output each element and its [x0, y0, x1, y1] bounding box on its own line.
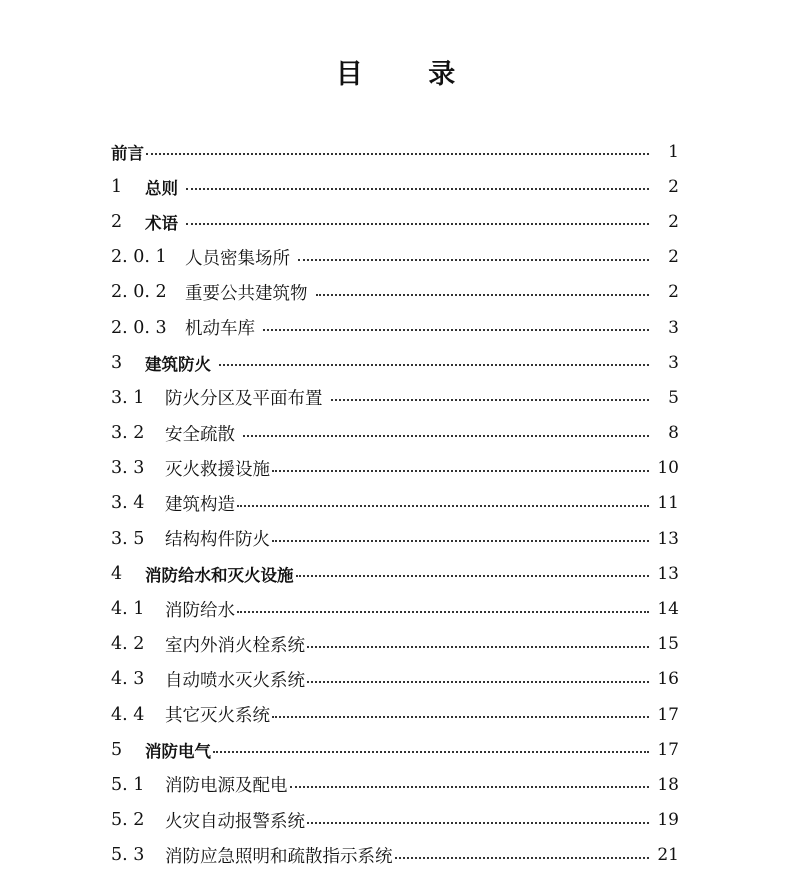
dot-leader — [237, 504, 649, 507]
toc-entry-title: 重要公共建筑物 — [185, 283, 308, 304]
toc-entry-title: 建筑构造 — [165, 494, 235, 515]
toc-entry-page: 13 — [657, 528, 679, 549]
toc-entry-title: 室内外消火栓系统 — [165, 635, 305, 656]
dot-leader — [219, 363, 649, 366]
toc-entry-section-4-2[interactable] — [111, 627, 679, 662]
toc-entry-title: 安全疏散 — [165, 424, 235, 445]
toc-entry-page: 15 — [657, 634, 679, 655]
dot-leader — [395, 856, 650, 859]
toc-entry-page: 16 — [657, 669, 679, 690]
toc-entry-number: 4 — [111, 563, 123, 584]
toc-entry-chapter-5[interactable] — [111, 732, 679, 767]
toc-entry-number: 3. 4 — [111, 493, 145, 514]
toc-entry-section-5-3[interactable] — [111, 838, 679, 873]
toc-entry-chapter-3[interactable] — [111, 345, 679, 380]
toc-entry-title: 灭火救援设施 — [165, 459, 270, 480]
page-title: 目 录 — [335, 59, 484, 90]
toc-entry-title: 术语 — [145, 213, 178, 233]
table-of-contents — [111, 134, 679, 873]
dot-leader — [237, 610, 649, 613]
toc-entry-number: 4. 4 — [111, 704, 145, 725]
toc-entry-number: 3. 1 — [111, 387, 145, 408]
dot-leader — [307, 821, 649, 824]
toc-entry-page: 18 — [657, 774, 679, 795]
toc-entry-title: 机动车库 — [185, 319, 255, 340]
toc-entry-title: 消防给水 — [165, 600, 235, 621]
toc-entry-number: 2. 0. 3 — [111, 317, 167, 338]
toc-entry-number: 2. 0. 1 — [111, 247, 167, 268]
toc-entry-page: 17 — [657, 739, 679, 760]
dot-leader — [186, 222, 649, 225]
dot-leader — [316, 293, 650, 296]
toc-entry-section-4-3[interactable] — [111, 662, 679, 697]
toc-entry-number: 5. 2 — [111, 810, 145, 831]
toc-entry-page: 8 — [668, 423, 679, 444]
toc-entry-page: 21 — [657, 845, 679, 866]
dot-leader — [298, 258, 649, 261]
dot-leader — [296, 574, 650, 577]
toc-entry-page: 10 — [657, 458, 679, 479]
toc-entry-page: 2 — [668, 247, 679, 268]
toc-entry-title: 消防应急照明和疏散指示系统 — [165, 846, 393, 867]
toc-entry-page: 11 — [657, 493, 679, 514]
toc-entry-page: 2 — [668, 176, 679, 197]
toc-entry-title: 自动喷水灭火系统 — [165, 670, 305, 691]
dot-leader — [272, 539, 649, 542]
toc-entry-title: 结构构件防火 — [165, 530, 270, 551]
toc-entry-number: 4. 1 — [111, 599, 145, 620]
dot-leader — [272, 469, 649, 472]
toc-entry-page: 13 — [657, 563, 679, 584]
toc-entry-page: 17 — [657, 704, 679, 725]
toc-entry-number: 2. 0. 2 — [111, 282, 167, 303]
toc-entry-title: 消防电源及配电 — [165, 776, 288, 797]
toc-entry-title: 其它灭火系统 — [165, 706, 270, 727]
dot-leader — [243, 434, 649, 437]
toc-entry-page: 1 — [668, 141, 679, 162]
toc-entry-chapter-2[interactable] — [111, 204, 679, 239]
toc-entry-number: 5 — [111, 739, 123, 760]
toc-entry-number: 3. 2 — [111, 423, 145, 444]
toc-entry-page: 2 — [668, 282, 679, 303]
dot-leader — [186, 187, 649, 190]
toc-entry-section-4-4[interactable] — [111, 697, 679, 732]
toc-entry-page: 14 — [657, 599, 679, 620]
toc-entry-page: 3 — [668, 352, 679, 373]
dot-leader — [272, 715, 649, 718]
toc-entry-chapter-4[interactable] — [111, 556, 679, 591]
toc-entry-title: 总则 — [145, 178, 178, 198]
toc-entry-title: 火灾自动报警系统 — [165, 811, 305, 832]
toc-entry-number: 3. 5 — [111, 528, 145, 549]
toc-entry-section-3-2[interactable] — [111, 416, 679, 451]
toc-entry-section-5-2[interactable] — [111, 803, 679, 838]
dot-leader — [290, 785, 650, 788]
toc-entry-number: 5. 3 — [111, 845, 145, 866]
toc-entry-section-3-5[interactable] — [111, 521, 679, 556]
toc-entry-page: 2 — [668, 211, 679, 232]
dot-leader — [263, 328, 649, 331]
toc-entry-preface[interactable] — [111, 134, 679, 169]
toc-entry-section-3-4[interactable] — [111, 486, 679, 521]
toc-entry-section-4-1[interactable] — [111, 591, 679, 626]
toc-entry-title: 人员密集场所 — [185, 248, 290, 269]
toc-entry-title: 防火分区及平面布置 — [165, 389, 323, 410]
toc-entry-title: 消防电气 — [145, 741, 211, 761]
dot-leader — [331, 398, 650, 401]
dot-leader — [146, 152, 649, 155]
toc-entry-section-2-0-1[interactable] — [111, 240, 679, 275]
toc-entry-number: 3. 3 — [111, 458, 145, 479]
dot-leader — [213, 750, 649, 753]
toc-entry-page: 19 — [657, 810, 679, 831]
toc-entry-title: 前言 — [111, 143, 144, 163]
toc-entry-number: 4. 2 — [111, 634, 145, 655]
toc-entry-chapter-1[interactable] — [111, 169, 679, 204]
toc-entry-section-2-0-2[interactable] — [111, 275, 679, 310]
toc-entry-page: 5 — [668, 387, 679, 408]
toc-entry-title: 建筑防火 — [145, 354, 211, 374]
toc-entry-number: 1 — [111, 176, 123, 197]
dot-leader — [307, 680, 649, 683]
toc-entry-title: 消防给水和灭火设施 — [145, 565, 294, 585]
toc-entry-number: 3 — [111, 352, 123, 373]
toc-entry-number: 5. 1 — [111, 774, 145, 795]
toc-entry-number: 4. 3 — [111, 669, 145, 690]
toc-entry-section-3-1[interactable] — [111, 380, 679, 415]
dot-leader — [307, 645, 649, 648]
toc-entry-section-3-3[interactable] — [111, 451, 679, 486]
toc-entry-section-5-1[interactable] — [111, 767, 679, 802]
toc-entry-number: 2 — [111, 211, 123, 232]
toc-entry-section-2-0-3[interactable] — [111, 310, 679, 345]
toc-entry-page: 3 — [668, 317, 679, 338]
